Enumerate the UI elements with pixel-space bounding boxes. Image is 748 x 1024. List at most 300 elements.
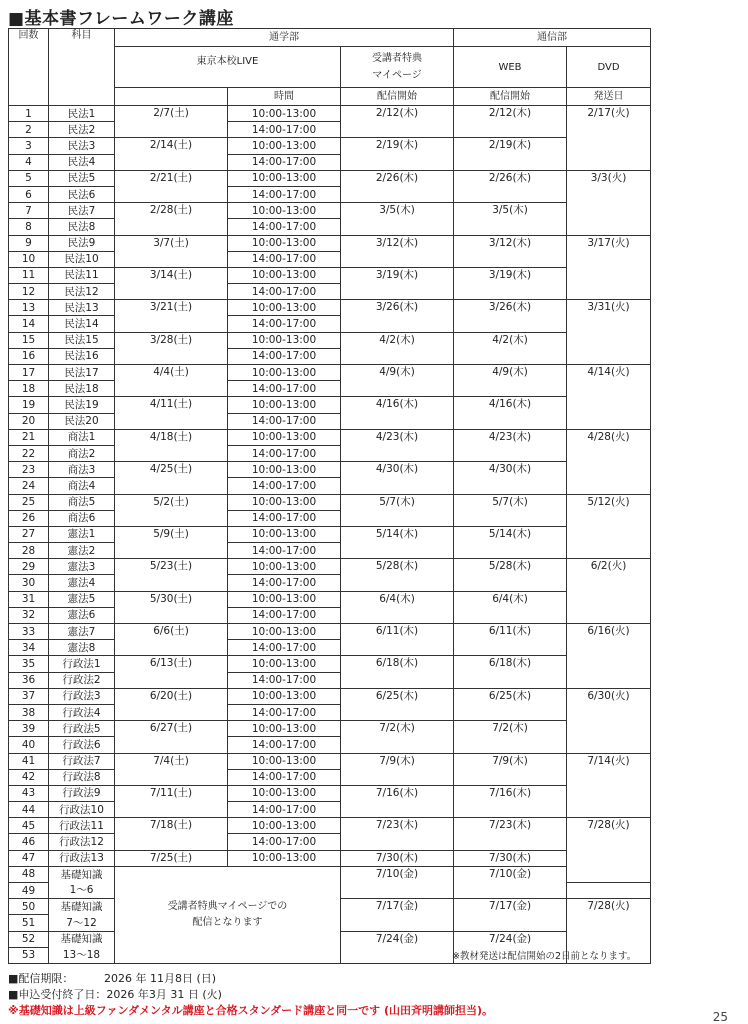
table-row	[9, 753, 651, 769]
web-date: 7/17(金)	[454, 899, 567, 931]
row-number: 10	[9, 251, 49, 267]
row-time: 14:00-17:00	[228, 704, 341, 720]
live-date-blank	[115, 381, 228, 397]
row-number: 38	[9, 704, 49, 720]
live-date: 5/30(土)	[115, 591, 228, 607]
dvd-date: 3/17(火)	[567, 235, 651, 300]
row-number: 15	[9, 332, 49, 348]
row-time: 14:00-17:00	[228, 186, 341, 202]
row-number: 18	[9, 381, 49, 397]
row-time: 10:00-13:00	[228, 559, 341, 575]
row-subject: 憲法5	[49, 591, 115, 607]
row-subject: 行政法2	[49, 672, 115, 688]
row-time: 10:00-13:00	[228, 203, 341, 219]
table-row	[9, 494, 651, 510]
row-number: 52	[9, 931, 49, 947]
live-date-blank	[115, 251, 228, 267]
live-date: 3/21(土)	[115, 300, 228, 316]
header-haishin-kaishi: 配信開始	[341, 88, 454, 106]
row-subject: 行政法1	[49, 656, 115, 672]
mypage-date: 7/16(木)	[341, 785, 454, 817]
live-date: 4/4(土)	[115, 365, 228, 381]
row-subject: 民法4	[49, 154, 115, 170]
header-hassobi: 発送日	[567, 88, 651, 106]
row-number: 19	[9, 397, 49, 413]
web-date: 6/4(木)	[454, 591, 567, 623]
table-row	[9, 559, 651, 575]
row-time: 14:00-17:00	[228, 154, 341, 170]
web-date: 4/30(木)	[454, 462, 567, 494]
mypage-date: 3/12(木)	[341, 235, 454, 267]
live-date-blank	[115, 154, 228, 170]
header-tsushin: 通信部	[454, 29, 651, 47]
row-subject: 憲法6	[49, 607, 115, 623]
mypage-date: 2/26(木)	[341, 170, 454, 202]
header-jikan: 時間	[228, 88, 341, 106]
row-number: 22	[9, 445, 49, 461]
row-subject: 民法12	[49, 284, 115, 300]
live-date-blank	[115, 219, 228, 235]
live-date-blank	[115, 769, 228, 785]
table-row	[9, 332, 651, 348]
row-time: 14:00-17:00	[228, 316, 341, 332]
row-number: 30	[9, 575, 49, 591]
row-number: 1	[9, 106, 49, 122]
period-label: ■配信期限：	[8, 972, 74, 985]
web-date: 4/9(木)	[454, 365, 567, 397]
row-subject: 基礎知識	[49, 931, 115, 947]
row-subject: 行政法3	[49, 688, 115, 704]
row-time: 14:00-17:00	[228, 640, 341, 656]
mypage-date: 7/30(木)	[341, 850, 454, 866]
live-date: 5/23(土)	[115, 559, 228, 575]
row-number: 24	[9, 478, 49, 494]
row-time: 10:00-13:00	[228, 106, 341, 122]
live-date-blank	[115, 284, 228, 300]
live-date-blank	[115, 478, 228, 494]
dvd-date: 6/16(火)	[567, 624, 651, 689]
web-date: 2/26(木)	[454, 170, 567, 202]
row-time: 10:00-13:00	[228, 818, 341, 834]
row-time: 14:00-17:00	[228, 478, 341, 494]
header-mypage-line1: 受講者特典	[372, 53, 422, 64]
row-number: 16	[9, 348, 49, 364]
row-subject: 行政法9	[49, 785, 115, 801]
row-number: 47	[9, 850, 49, 866]
row-time: 10:00-13:00	[228, 656, 341, 672]
row-subject: 行政法13	[49, 850, 115, 866]
page-title: ■基本書フレームワーク講座	[8, 9, 234, 29]
row-time: 10:00-13:00	[228, 332, 341, 348]
row-time: 10:00-13:00	[228, 267, 341, 283]
warning-note: ※基礎知識は上級ファンダメンタル講座と合格スタンダード講座と同一です (山田斉明講師担当)。	[8, 1004, 494, 1017]
row-time: 14:00-17:00	[228, 510, 341, 526]
row-number: 8	[9, 219, 49, 235]
table-row	[9, 850, 651, 866]
table-row	[9, 365, 651, 381]
deadline-info	[8, 986, 222, 1002]
row-number: 37	[9, 688, 49, 704]
web-date: 5/7(木)	[454, 494, 567, 526]
row-time: 14:00-17:00	[228, 251, 341, 267]
page-number: 25	[712, 1010, 728, 1024]
table-row	[9, 138, 651, 154]
live-date: 7/4(土)	[115, 753, 228, 769]
row-time: 10:00-13:00	[228, 688, 341, 704]
row-subject: 13～18	[49, 947, 115, 963]
live-date: 2/7(土)	[115, 106, 228, 122]
row-number: 45	[9, 818, 49, 834]
period-value: 2026 年 11月8日 (日)	[104, 972, 217, 985]
live-date: 6/27(土)	[115, 721, 228, 737]
header-kaisu: 回数	[9, 29, 49, 106]
row-time: 14:00-17:00	[228, 575, 341, 591]
row-number: 43	[9, 785, 49, 801]
row-subject: 憲法3	[49, 559, 115, 575]
live-date: 4/11(土)	[115, 397, 228, 413]
table-row	[9, 688, 651, 704]
row-number: 26	[9, 510, 49, 526]
row-subject: 行政法7	[49, 753, 115, 769]
table-row	[9, 526, 651, 542]
table-row	[9, 429, 651, 445]
live-date: 2/14(土)	[115, 138, 228, 154]
row-subject: 行政法8	[49, 769, 115, 785]
header-web: WEB	[454, 47, 567, 88]
web-date: 3/5(木)	[454, 203, 567, 235]
web-date: 4/23(木)	[454, 429, 567, 461]
web-date: 2/19(木)	[454, 138, 567, 170]
row-subject: 基礎知識	[49, 866, 115, 882]
mypage-date: 7/9(木)	[341, 753, 454, 785]
web-date: 4/16(木)	[454, 397, 567, 429]
row-time: 10:00-13:00	[228, 365, 341, 381]
dvd-date: 3/31(火)	[567, 300, 651, 365]
live-date: 3/28(土)	[115, 332, 228, 348]
web-date: 7/2(木)	[454, 721, 567, 753]
dvd-date: 4/14(火)	[567, 365, 651, 430]
dvd-date: 6/30(火)	[567, 688, 651, 753]
row-number: 17	[9, 365, 49, 381]
live-date-blank	[115, 640, 228, 656]
row-time: 14:00-17:00	[228, 543, 341, 559]
dvd-date: 7/14(火)	[567, 753, 651, 818]
mypage-date: 6/4(木)	[341, 591, 454, 623]
live-date: 2/21(土)	[115, 170, 228, 186]
row-number: 42	[9, 769, 49, 785]
header-mypage	[341, 47, 454, 88]
live-date: 3/7(土)	[115, 235, 228, 251]
table-row	[9, 170, 651, 186]
header-kamoku: 科目	[49, 29, 115, 106]
row-time: 14:00-17:00	[228, 607, 341, 623]
row-subject: 行政法12	[49, 834, 115, 850]
row-time: 10:00-13:00	[228, 300, 341, 316]
live-date-blank	[115, 413, 228, 429]
header-row-1	[9, 29, 651, 47]
row-subject: 憲法7	[49, 624, 115, 640]
row-time: 14:00-17:00	[228, 122, 341, 138]
mypage-date: 5/14(木)	[341, 526, 454, 558]
row-subject: 民法18	[49, 381, 115, 397]
mypage-date: 3/5(木)	[341, 203, 454, 235]
live-date-blank	[115, 348, 228, 364]
web-date: 7/30(木)	[454, 850, 567, 866]
live-date-blank	[115, 607, 228, 623]
row-number: 44	[9, 802, 49, 818]
mypage-date: 3/19(木)	[341, 267, 454, 299]
mypage-date: 7/10(金)	[341, 866, 454, 898]
web-date: 3/19(木)	[454, 267, 567, 299]
live-date: 6/20(土)	[115, 688, 228, 704]
web-date: 7/9(木)	[454, 753, 567, 785]
mypage-date: 4/30(木)	[341, 462, 454, 494]
mypage-date: 2/12(木)	[341, 106, 454, 138]
row-number: 12	[9, 284, 49, 300]
dvd-date: 7/28(火)	[567, 899, 651, 964]
live-date-blank	[115, 737, 228, 753]
table-row	[9, 818, 651, 834]
row-subject: 行政法11	[49, 818, 115, 834]
table-row	[9, 721, 651, 737]
row-time: 10:00-13:00	[228, 170, 341, 186]
row-number: 50	[9, 899, 49, 915]
row-time: 10:00-13:00	[228, 494, 341, 510]
live-date-blank	[115, 834, 228, 850]
web-date: 6/18(木)	[454, 656, 567, 688]
row-subject: 民法5	[49, 170, 115, 186]
mypage-date: 4/16(木)	[341, 397, 454, 429]
row-number: 46	[9, 834, 49, 850]
row-subject: 憲法2	[49, 543, 115, 559]
row-subject: 民法10	[49, 251, 115, 267]
row-number: 51	[9, 915, 49, 931]
mypage-date: 7/2(木)	[341, 721, 454, 753]
table-row	[9, 656, 651, 672]
table-row	[9, 866, 651, 882]
row-number: 11	[9, 267, 49, 283]
live-date: 5/9(土)	[115, 526, 228, 542]
row-number: 23	[9, 462, 49, 478]
row-time: 10:00-13:00	[228, 753, 341, 769]
live-date: 7/25(土)	[115, 850, 228, 866]
web-date: 6/25(木)	[454, 688, 567, 720]
period-info	[8, 970, 216, 986]
live-date-blank	[115, 122, 228, 138]
row-time: 10:00-13:00	[228, 429, 341, 445]
row-subject: 商法3	[49, 462, 115, 478]
mypage-date: 5/28(木)	[341, 559, 454, 591]
row-number: 48	[9, 866, 49, 882]
row-subject: 憲法4	[49, 575, 115, 591]
header-tsugaku: 通学部	[115, 29, 454, 47]
row-number: 2	[9, 122, 49, 138]
row-number: 25	[9, 494, 49, 510]
live-date-blank	[115, 802, 228, 818]
table-row	[9, 203, 651, 219]
table-row	[9, 300, 651, 316]
row-number: 3	[9, 138, 49, 154]
dvd-date: 4/28(火)	[567, 429, 651, 494]
row-number: 40	[9, 737, 49, 753]
web-date: 3/26(木)	[454, 300, 567, 332]
row-subject: 民法13	[49, 300, 115, 316]
web-date: 7/24(金)	[454, 931, 567, 963]
row-time: 14:00-17:00	[228, 445, 341, 461]
row-subject: 民法6	[49, 186, 115, 202]
row-time: 10:00-13:00	[228, 624, 341, 640]
row-time: 10:00-13:00	[228, 235, 341, 251]
row-subject: 商法4	[49, 478, 115, 494]
header-haishin-kaishi-web: 配信開始	[454, 88, 567, 106]
live-date: 6/13(土)	[115, 656, 228, 672]
schedule-table	[8, 28, 651, 964]
row-subject: 民法20	[49, 413, 115, 429]
live-date: 4/25(土)	[115, 462, 228, 478]
live-date: 7/11(土)	[115, 785, 228, 801]
row-subject: 民法14	[49, 316, 115, 332]
row-number: 5	[9, 170, 49, 186]
row-number: 7	[9, 203, 49, 219]
dvd-date: 7/28(火)	[567, 818, 651, 883]
kiso-live-note-line2: 配信となります	[192, 916, 263, 928]
row-subject: 民法16	[49, 348, 115, 364]
mypage-date: 4/2(木)	[341, 332, 454, 364]
row-subject: 民法9	[49, 235, 115, 251]
table-row	[9, 267, 651, 283]
row-time: 14:00-17:00	[228, 672, 341, 688]
table-row	[9, 591, 651, 607]
dvd-date: 3/3(火)	[567, 170, 651, 235]
row-subject: 民法17	[49, 365, 115, 381]
row-time: 10:00-13:00	[228, 591, 341, 607]
row-subject: 民法2	[49, 122, 115, 138]
web-date: 3/12(木)	[454, 235, 567, 267]
live-date: 4/18(土)	[115, 429, 228, 445]
row-time: 10:00-13:00	[228, 785, 341, 801]
row-time: 14:00-17:00	[228, 381, 341, 397]
row-number: 34	[9, 640, 49, 656]
row-number: 13	[9, 300, 49, 316]
row-subject: 商法5	[49, 494, 115, 510]
web-date: 5/14(木)	[454, 526, 567, 558]
row-time: 14:00-17:00	[228, 834, 341, 850]
header-tokyo-live: 東京本校LIVE	[115, 47, 341, 88]
mypage-date: 2/19(木)	[341, 138, 454, 170]
mypage-date: 5/7(木)	[341, 494, 454, 526]
row-number: 32	[9, 607, 49, 623]
row-subject: 憲法8	[49, 640, 115, 656]
row-number: 39	[9, 721, 49, 737]
row-time: 14:00-17:00	[228, 737, 341, 753]
row-number: 33	[9, 624, 49, 640]
row-number: 6	[9, 186, 49, 202]
row-subject: 基礎知識	[49, 899, 115, 915]
row-time: 10:00-13:00	[228, 462, 341, 478]
mypage-date: 6/11(木)	[341, 624, 454, 656]
web-date: 6/11(木)	[454, 624, 567, 656]
web-date: 7/23(木)	[454, 818, 567, 850]
mypage-date: 7/17(金)	[341, 899, 454, 931]
live-date-blank	[115, 575, 228, 591]
live-date-blank	[115, 704, 228, 720]
live-date: 5/2(土)	[115, 494, 228, 510]
table-row	[9, 785, 651, 801]
row-subject: 行政法5	[49, 721, 115, 737]
row-subject: 商法6	[49, 510, 115, 526]
row-time: 14:00-17:00	[228, 769, 341, 785]
row-subject: 民法15	[49, 332, 115, 348]
live-date: 3/14(土)	[115, 267, 228, 283]
row-number: 21	[9, 429, 49, 445]
kiso-live-note	[115, 866, 341, 963]
row-subject: 民法3	[49, 138, 115, 154]
row-subject: 民法8	[49, 219, 115, 235]
deadline-value: 2026 年3月 31 日 (火)	[106, 988, 222, 1001]
web-date: 7/10(金)	[454, 866, 567, 898]
row-time: 14:00-17:00	[228, 219, 341, 235]
row-number: 27	[9, 526, 49, 542]
row-subject: 憲法1	[49, 526, 115, 542]
live-date: 7/18(土)	[115, 818, 228, 834]
row-time: 10:00-13:00	[228, 721, 341, 737]
row-subject: 行政法4	[49, 704, 115, 720]
row-number: 31	[9, 591, 49, 607]
table-row	[9, 397, 651, 413]
row-subject: 商法2	[49, 445, 115, 461]
row-subject: 民法19	[49, 397, 115, 413]
live-date: 2/28(土)	[115, 203, 228, 219]
mypage-date: 7/23(木)	[341, 818, 454, 850]
row-number: 14	[9, 316, 49, 332]
row-number: 9	[9, 235, 49, 251]
row-time: 14:00-17:00	[228, 802, 341, 818]
live-date-blank	[115, 316, 228, 332]
header-dvd: DVD	[567, 47, 651, 88]
row-number: 20	[9, 413, 49, 429]
row-number: 4	[9, 154, 49, 170]
mypage-date: 6/18(木)	[341, 656, 454, 688]
live-date-blank	[115, 445, 228, 461]
row-number: 53	[9, 947, 49, 963]
live-date: 6/6(土)	[115, 624, 228, 640]
row-number: 36	[9, 672, 49, 688]
row-time: 14:00-17:00	[228, 413, 341, 429]
mypage-date: 6/25(木)	[341, 688, 454, 720]
mypage-date: 3/26(木)	[341, 300, 454, 332]
table-row	[9, 624, 651, 640]
row-number: 41	[9, 753, 49, 769]
row-time: 10:00-13:00	[228, 397, 341, 413]
dvd-date: 6/2(火)	[567, 559, 651, 624]
row-subject: 民法7	[49, 203, 115, 219]
row-number: 28	[9, 543, 49, 559]
row-number: 49	[9, 883, 49, 899]
header-mypage-line2: マイページ	[372, 70, 422, 81]
row-subject: 民法11	[49, 267, 115, 283]
web-date: 7/16(木)	[454, 785, 567, 817]
row-subject: 行政法10	[49, 802, 115, 818]
live-date-blank	[115, 510, 228, 526]
mypage-date: 4/9(木)	[341, 365, 454, 397]
deadline-label: ■申込受付終了日：	[8, 988, 107, 1001]
header-blank	[115, 88, 228, 106]
row-time: 10:00-13:00	[228, 138, 341, 154]
dvd-date: 2/17(火)	[567, 106, 651, 171]
live-date-blank	[115, 672, 228, 688]
live-date-blank	[115, 186, 228, 202]
mypage-date: 7/24(金)	[341, 931, 454, 963]
